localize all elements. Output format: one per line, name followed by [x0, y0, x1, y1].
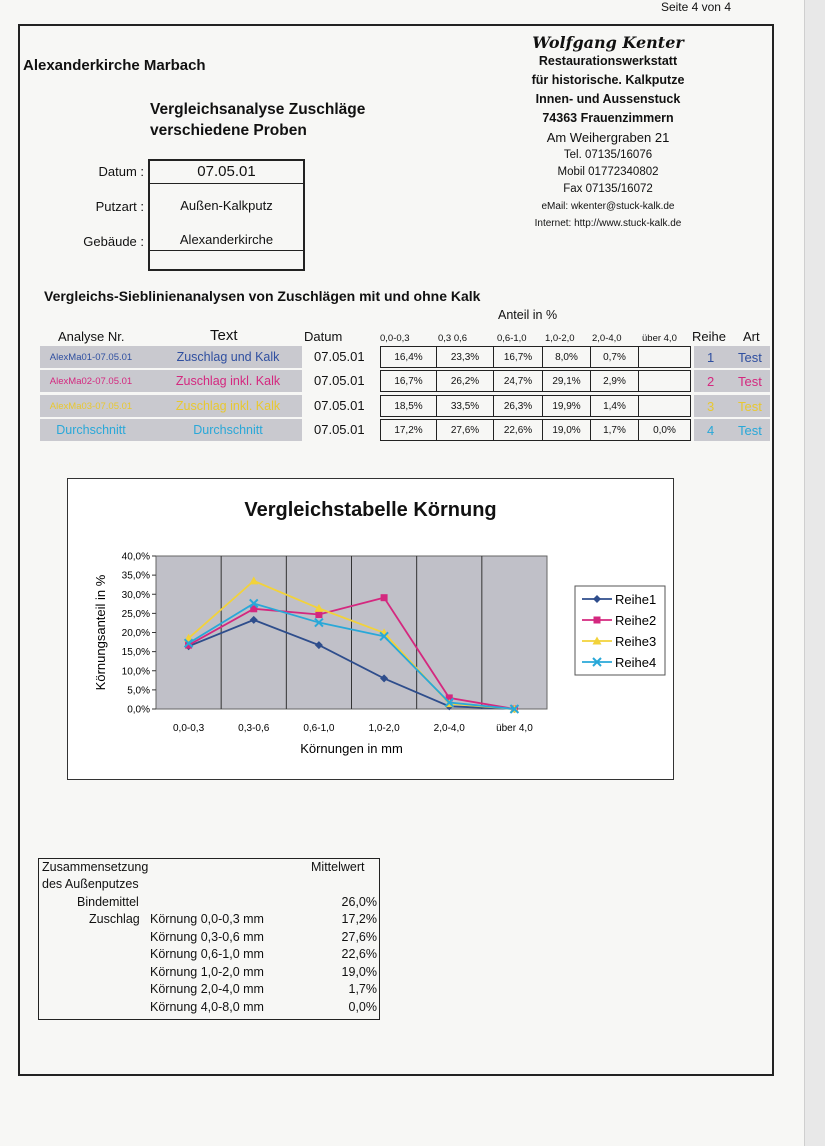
row-art: Test	[738, 350, 762, 365]
church-name: Alexanderkirche Marbach	[23, 57, 206, 74]
row-value: 19,0%	[542, 419, 591, 441]
row-datum: 07.05.01	[314, 373, 365, 388]
row-datum: 07.05.01	[314, 349, 365, 364]
chart-svg	[68, 479, 673, 779]
data-point	[381, 594, 388, 601]
summary-bindemittel-value: 26,0%	[341, 895, 377, 909]
summary-row-label: Körnung 0,6-1,0 mm	[150, 947, 264, 961]
row-value: 26,3%	[493, 395, 543, 417]
letterhead	[518, 33, 698, 232]
page-number: Seite 4 von 4	[660, 0, 731, 14]
row-value: 0,0%	[638, 419, 691, 441]
y-tick-label: 40,0%	[121, 551, 150, 563]
row-value: 8,0%	[542, 346, 591, 368]
table-row	[40, 370, 770, 392]
col-header-fraction-2: 0,3 0,6	[438, 333, 468, 344]
row-value: 23,3%	[436, 346, 494, 368]
col-header-text: Text	[210, 327, 238, 344]
summary-title-2: des Außenputzes	[42, 877, 139, 891]
datum-value: 07.05.01	[150, 161, 303, 184]
col-header-reihe: Reihe	[692, 329, 726, 344]
row-analyse-nr: AlexMa01-07.05.01	[49, 352, 133, 363]
summary-mittelwert: Mittelwert	[311, 860, 365, 874]
gebaeude-label: Gebäude :	[83, 234, 144, 249]
row-datum: 07.05.01	[314, 398, 365, 413]
row-value: 17,2%	[380, 419, 437, 441]
row-datum: 07.05.01	[314, 422, 365, 437]
header-box	[148, 159, 305, 271]
table-row	[40, 419, 770, 441]
row-value: 16,7%	[380, 370, 437, 392]
y-tick-label: 10,0%	[121, 666, 150, 678]
x-tick-label: über 4,0	[496, 723, 533, 734]
x-tick-label: 2,0-4,0	[433, 723, 465, 734]
row-value: 1,7%	[590, 419, 639, 441]
row-value: 27,6%	[436, 419, 494, 441]
col-header-fraction-3: 0,6-1,0	[497, 333, 527, 344]
x-axis-label: Körnungen in mm	[300, 741, 403, 756]
summary-row-label: Körnung 0,3-0,6 mm	[150, 930, 264, 944]
letterhead-address: Am Weihergraben 21	[546, 130, 670, 145]
row-text: Durchschnitt	[193, 423, 263, 437]
row-art: Test	[738, 423, 762, 438]
summary-row-label: Körnung 1,0-2,0 mm	[150, 965, 264, 979]
letterhead-email: eMail: wkenter@stuck-kalk.de	[541, 201, 675, 212]
y-axis-label: Körnungsanteil in %	[93, 574, 108, 691]
summary-box	[38, 858, 380, 1020]
summary-row-label: Körnung 4,0-8,0 mm	[150, 1000, 264, 1014]
letterhead-line-2: für historische. Kalkputze	[531, 73, 685, 87]
col-header-fraction-6: über 4,0	[642, 333, 677, 344]
x-tick-label: 0,0-0,3	[173, 723, 205, 734]
col-header-art: Art	[743, 329, 760, 344]
table-row	[40, 395, 770, 417]
row-value: 22,6%	[493, 419, 543, 441]
y-tick-label: 25,0%	[121, 608, 150, 620]
datum-label: Datum :	[98, 164, 144, 179]
row-value: 16,7%	[493, 346, 543, 368]
summary-row-value: 22,6%	[341, 947, 377, 961]
letterhead-mobil: Mobil 01772340802	[557, 166, 659, 178]
row-text: Zuschlag und Kalk	[176, 350, 280, 364]
row-value: 26,2%	[436, 370, 494, 392]
y-tick-label: 15,0%	[121, 647, 150, 659]
row-value	[638, 346, 691, 368]
col-header-fraction-4: 1,0-2,0	[545, 333, 575, 344]
anteil-label: Anteil in %	[498, 308, 558, 322]
table-row	[40, 346, 770, 368]
title-line-1: Vergleichsanalyse Zuschläge	[150, 101, 366, 118]
row-value: 33,5%	[436, 395, 494, 417]
col-header-analyse: Analyse Nr.	[58, 329, 125, 344]
summary-row-value: 0,0%	[348, 1000, 377, 1014]
chart-title: Vergleichstabelle Körnung	[244, 499, 497, 521]
summary-row-label: Körnung 0,0-0,3 mm	[150, 912, 264, 926]
legend-label: Reihe2	[615, 613, 657, 628]
row-value: 24,7%	[493, 370, 543, 392]
legend-label: Reihe4	[615, 655, 657, 670]
row-value: 19,9%	[542, 395, 591, 417]
letterhead-fax: Fax 07135/16072	[563, 183, 653, 195]
row-art: Test	[738, 374, 762, 389]
row-text: Zuschlag inkl. Kalk	[175, 374, 281, 388]
row-value: 0,7%	[590, 346, 639, 368]
row-art: Test	[738, 399, 762, 414]
row-reihe: 4	[707, 423, 715, 438]
putzart-label: Putzart :	[95, 199, 144, 214]
legend-label: Reihe3	[615, 634, 657, 649]
row-reihe: 3	[707, 399, 715, 414]
putzart-value: Außen-Kalkputz	[180, 198, 273, 213]
summary-row-value: 17,2%	[341, 912, 377, 926]
gebaeude-value: Alexanderkirche	[150, 217, 303, 251]
y-tick-label: 0,0%	[127, 704, 150, 716]
row-value: 18,5%	[380, 395, 437, 417]
document-title	[150, 99, 365, 141]
summary-row-value: 19,0%	[341, 965, 377, 979]
y-tick-label: 5,0%	[127, 685, 150, 697]
y-tick-label: 30,0%	[121, 589, 150, 601]
summary-title-1: Zusammensetzung	[42, 860, 149, 874]
col-header-fraction-5: 2,0-4,0	[592, 333, 622, 344]
y-tick-label: 35,0%	[121, 570, 150, 582]
col-header-datum: Datum	[304, 329, 343, 344]
letterhead-internet: Internet: http://www.stuck-kalk.de	[534, 218, 682, 229]
row-value	[638, 370, 691, 392]
row-reihe: 1	[707, 350, 715, 365]
legend-label: Reihe1	[615, 592, 657, 607]
letterhead-line-1: Restaurationswerkstatt	[538, 54, 678, 68]
row-reihe: 2	[707, 374, 715, 389]
row-value: 29,1%	[542, 370, 591, 392]
letterhead-line-4: 74363 Frauenzimmern	[542, 111, 674, 125]
letterhead-tel: Tel. 07135/16076	[563, 149, 653, 161]
row-analyse-nr: Durchschnitt	[56, 423, 126, 437]
data-point	[315, 611, 322, 618]
summary-bindemittel-label: Bindemittel	[77, 895, 139, 909]
row-value: 2,9%	[590, 370, 639, 392]
summary-row-value: 1,7%	[348, 982, 377, 996]
scan-edge	[804, 0, 825, 1146]
x-tick-label: 0,3-0,6	[238, 723, 270, 734]
col-header-fraction-1: 0,0-0,3	[380, 333, 410, 344]
row-analyse-nr: AlexMa02-07.05.01	[49, 376, 133, 387]
letterhead-line-3: Innen- und Aussenstuck	[535, 92, 681, 106]
row-value: 1,4%	[590, 395, 639, 417]
x-tick-label: 1,0-2,0	[368, 723, 400, 734]
chart-container	[67, 478, 674, 780]
section-title: Vergleichs-Sieblinienanalysen von Zuschlägen mit und ohne Kalk	[44, 288, 481, 304]
row-value	[638, 395, 691, 417]
row-text: Zuschlag inkl. Kalk	[175, 399, 281, 413]
y-tick-label: 20,0%	[121, 628, 150, 639]
row-analyse-nr: AlexMa03-07.05.01	[49, 401, 133, 412]
row-value: 16,4%	[380, 346, 437, 368]
signature: Wolfgang Kenter	[532, 33, 684, 52]
data-point	[594, 617, 601, 624]
title-line-2: verschiedene Proben	[150, 122, 307, 139]
summary-zuschlag-label: Zuschlag	[89, 912, 140, 926]
x-tick-label: 0,6-1,0	[303, 723, 335, 734]
summary-row-value: 27,6%	[341, 930, 377, 944]
summary-row-label: Körnung 2,0-4,0 mm	[150, 982, 264, 996]
